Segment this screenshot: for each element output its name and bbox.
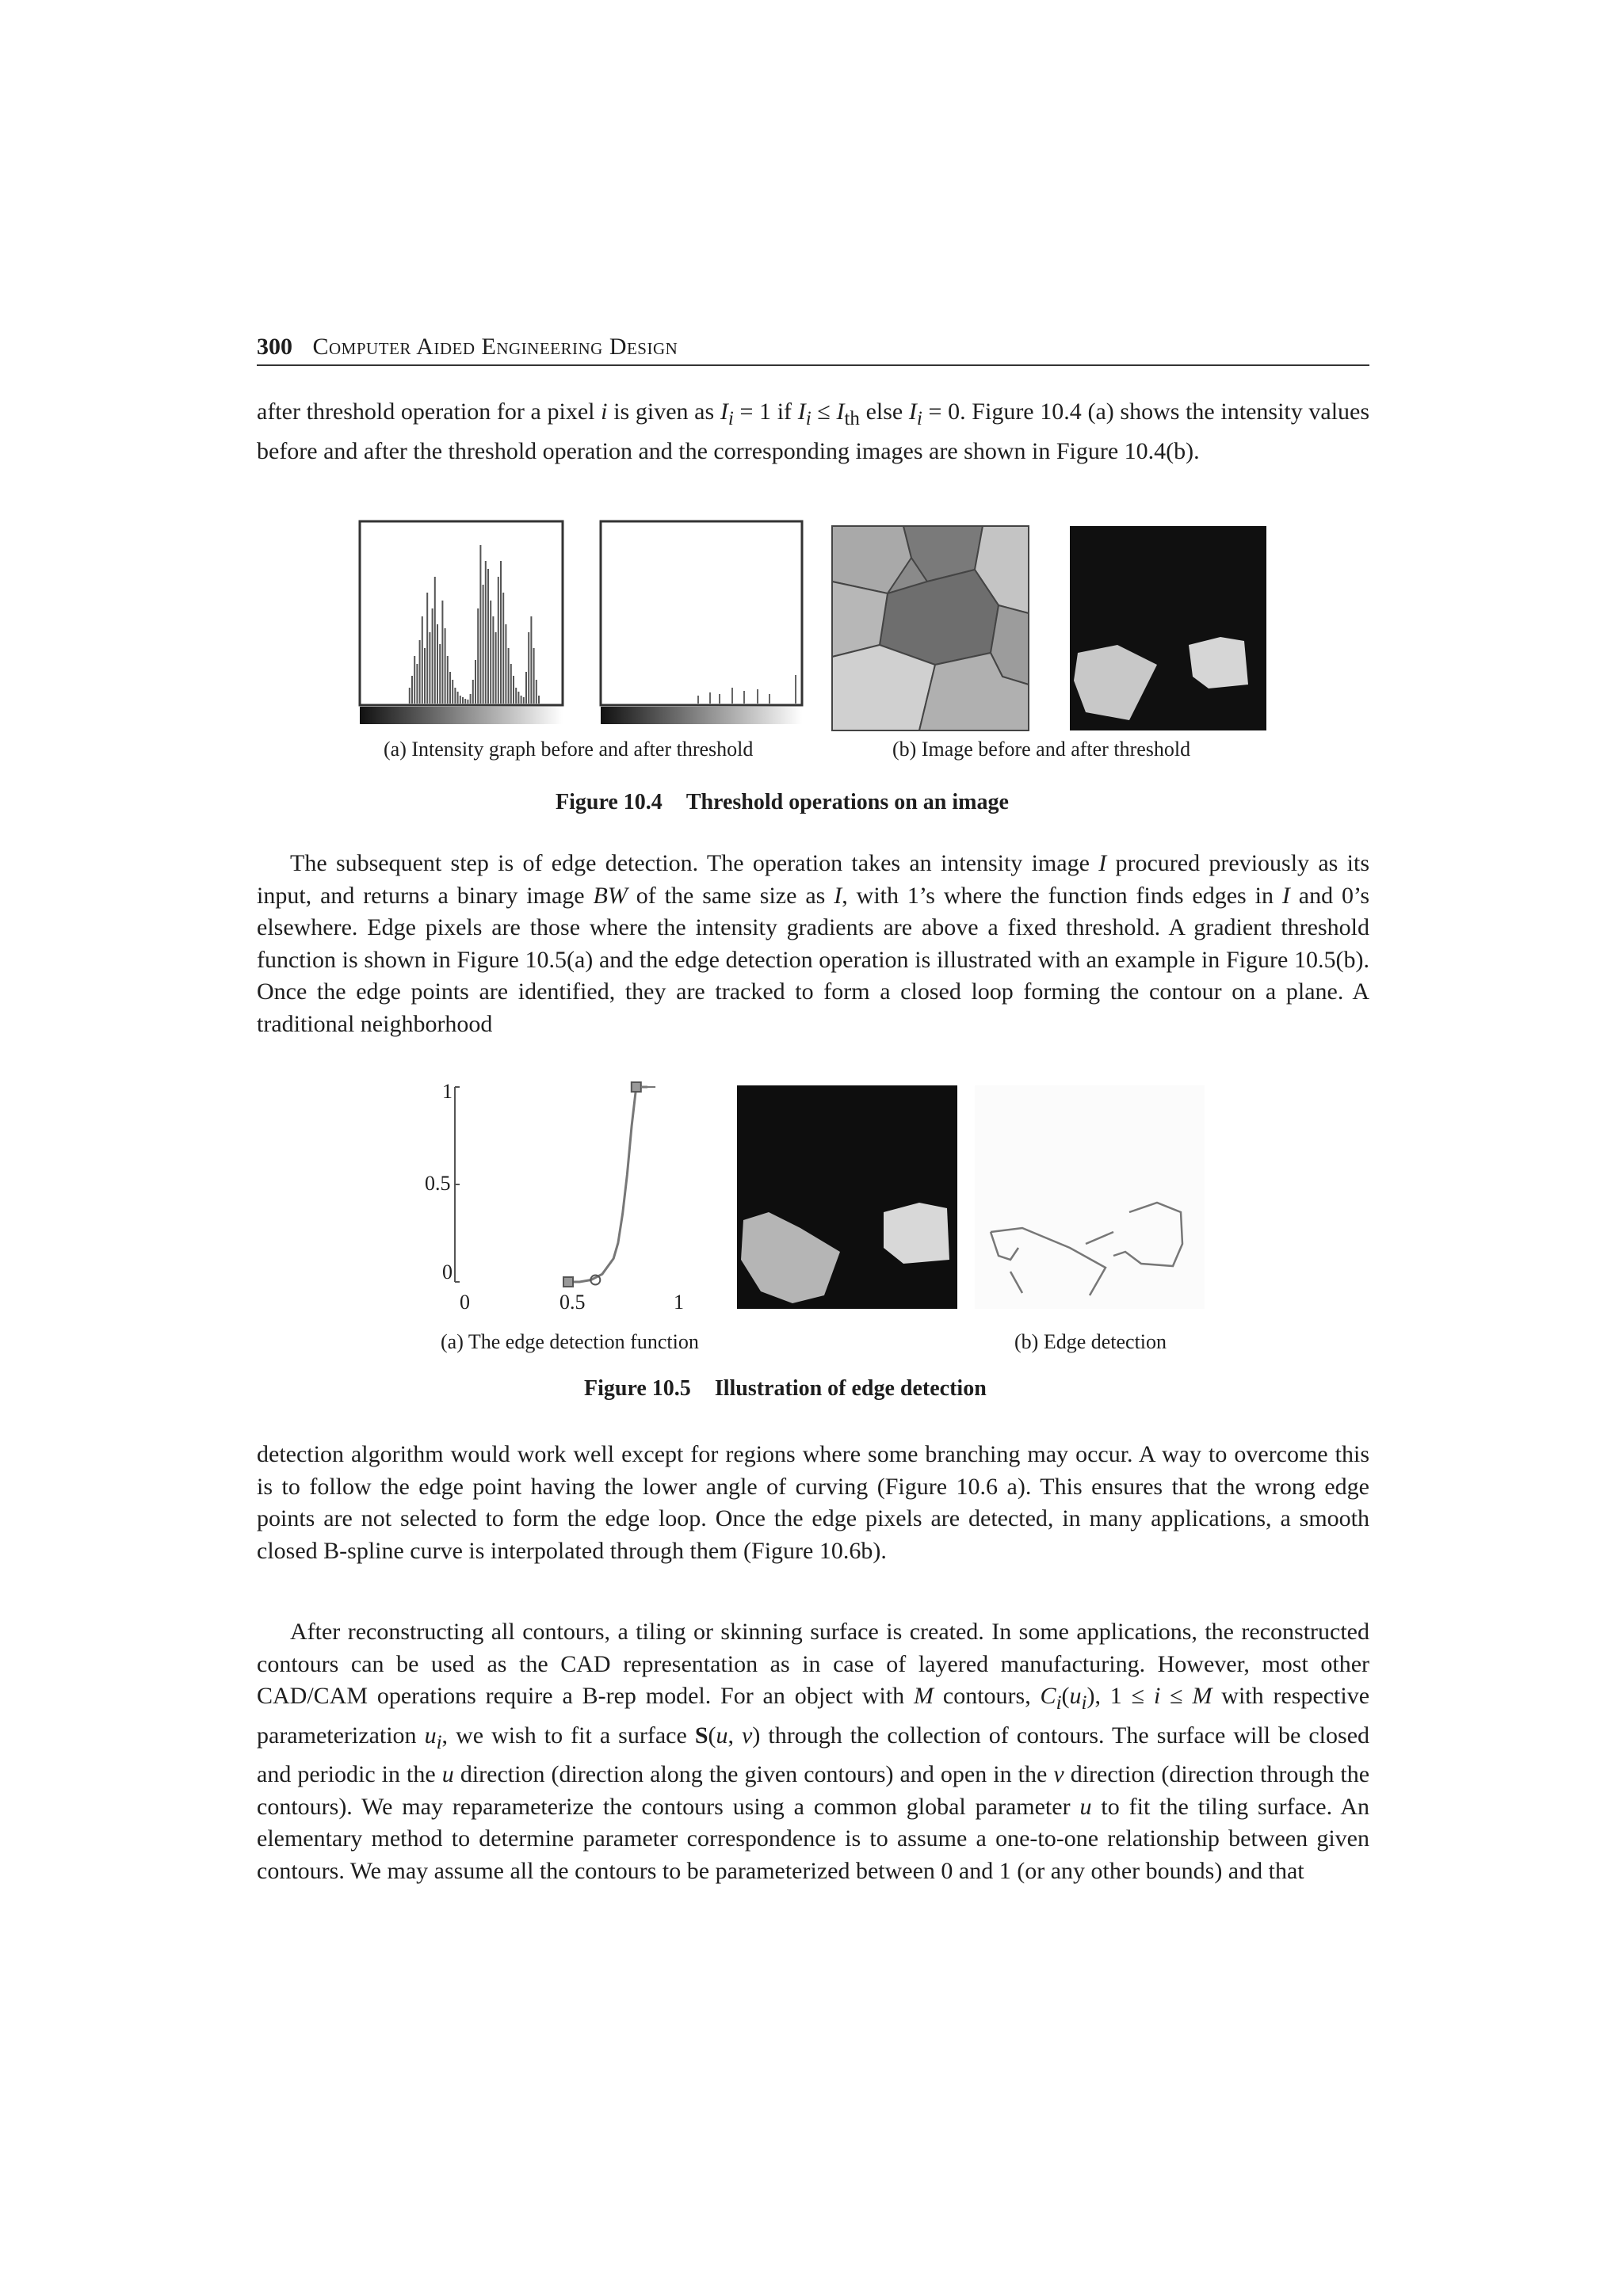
running-header [257, 333, 1369, 366]
x-tick-0: 0 [460, 1291, 470, 1314]
fig-10-4-label: Figure 10.4 [556, 790, 663, 814]
paragraph-4: After reconstructing all contours, a tiling or skinning surface is created. In some applications, the reconstructed contours can be used as the CAD representation as in case of layered manufacturing. However, most other CAD/CAM operations require a B-rep model. For an object with M contours, $C_i(u_i)$, 1 ≤ i ≤ M with respective parameterization $u_i$, we wish to fit a surface S(u, v) through the collection of contours. The surface will be closed and periodic in the u direction (direction along the given contours) and open in the v direction (direction through the contours). We may reparameterize the contours using a common global parameter u to fit the tiling surface. An elementary method to determine parameter correspondence is to assume a one-to-one relationship between given contours. We may assume all the contours to be parameterized between 0 and 1 (or any other bounds) and that [257, 1619, 1370, 1884]
x-tick-0.5: 0.5 [559, 1291, 586, 1314]
threshold-high-marker [632, 1082, 641, 1092]
edge-detection-output-image [975, 1085, 1205, 1309]
fig-10-4-subcaption-a: (a) Intensity graph before and after threshold [384, 738, 754, 761]
paragraph-1: after threshold operation for a pixel i is given as $I_i = 1$ if $I_i \le I_{th}$ else $I_i = 0$. Figure 10.4 (a) shows the intensity values before and after the threshold operation and the corresponding images are shown in Figure 10.4(b). [257, 399, 1370, 464]
fig-10-4-title: Threshold operations on an image [685, 790, 1009, 814]
y-tick-0: 0 [442, 1261, 453, 1283]
fig-10-4-caption [556, 789, 1009, 816]
y-tick-0.5: 0.5 [425, 1172, 451, 1195]
book-title: Computer Aided Engineering Design [312, 334, 678, 360]
fig-10-5-title: Illustration of edge detection [714, 1376, 987, 1401]
fig-10-5-subcaption-a: (a) The edge detection function [441, 1330, 699, 1353]
paragraph-2: The subsequent step is of edge detection. The operation takes an intensity image I procured previously as its input, and returns a binary image BW of the same size as I, with 1’s where the function finds edges in I and 0’s elsewhere. Edge pixels are those where the intensity gradients are above a fixed threshold. A gradient threshold function is shown in Figure 10.5(a) and the edge detection operation is illustrated with an example in Figure 10.5(b). Once the edge points are identified, they are tracked to form a closed loop forming the contour on a plane. A traditional neighborhood [257, 850, 1370, 1037]
fig-10-5-caption [584, 1375, 987, 1402]
paragraph-3: detection algorithm would work well except for regions where some branching may occur. A way to overcome this is to follow the edge point having the lower angle of curving (Figure 10.6 a). This ensures that the wrong edge points are not selected to form the edge loop. Once the edge pixels are detected, in many applications, a smooth closed B-spline curve is interpolated through them (Figure 10.6b). [257, 1441, 1369, 1564]
x-tick-1: 1 [674, 1291, 684, 1314]
fig-10-4-subcaption-b: (b) Image before and after threshold [892, 738, 1191, 761]
grain-image-before [832, 526, 1029, 730]
intensity-histogram-after [599, 520, 807, 727]
fig-10-5-subcaption-b: (b) Edge detection [1014, 1330, 1167, 1353]
edge-detection-input-image [737, 1085, 957, 1309]
edge-function-line [568, 1087, 647, 1282]
grain-image-after [1070, 526, 1266, 730]
fig-10-5-label: Figure 10.5 [584, 1376, 691, 1401]
page-number: 300 [257, 334, 292, 360]
edge-function-plot [452, 1084, 713, 1290]
threshold-low-marker [563, 1277, 573, 1287]
y-tick-1: 1 [442, 1080, 453, 1103]
intensity-histogram-before [358, 520, 567, 727]
